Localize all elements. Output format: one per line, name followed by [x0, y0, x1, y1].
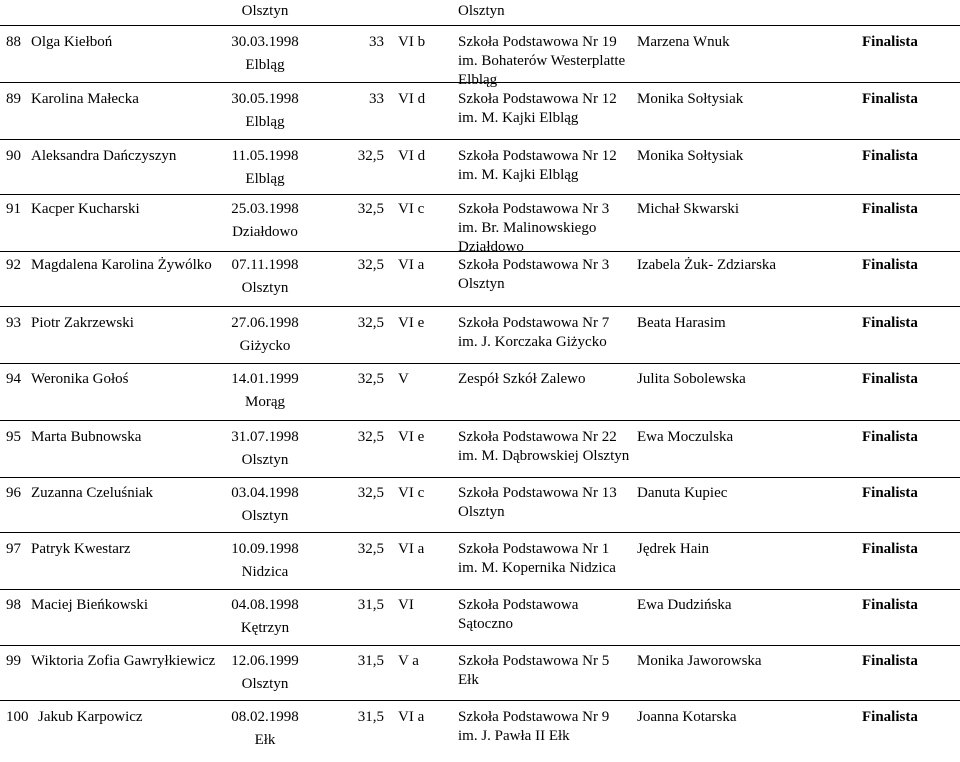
school: Szkoła Podstawowa Nr 9 im. J. Pawła II Ełk — [458, 709, 610, 744]
school: Zespół Szkół Zalewo — [458, 371, 586, 387]
birth-date-cell — [224, 147, 306, 189]
birth-date-cell — [224, 90, 306, 132]
birth-place: Kętrzyn — [240, 620, 290, 636]
result-badge: Finalista — [862, 597, 918, 613]
points: 31,5 — [357, 597, 384, 613]
row-divider — [0, 589, 960, 590]
birth-date-cell — [224, 314, 306, 356]
birth-place: Elbląg — [245, 171, 285, 187]
row-divider — [0, 700, 960, 701]
points: 32,5 — [357, 201, 384, 217]
points: 32,5 — [357, 485, 384, 501]
school: Szkoła Podstawowa Nr 13 Olsztyn — [458, 485, 617, 520]
birth-date: 30.05.1998 — [231, 91, 299, 107]
row-number: 100 — [6, 709, 29, 725]
row-divider — [0, 420, 960, 421]
class: VI e — [398, 315, 425, 331]
points: 32,5 — [357, 315, 384, 331]
birth-place: Elbląg — [245, 114, 285, 130]
points: 32,5 — [357, 541, 384, 557]
school: Szkoła Podstawowa Nr 7 im. J. Korczaka Giżycko — [458, 315, 610, 350]
birth-date: 10.09.1998 — [231, 541, 299, 557]
birth-date: 30.03.1998 — [231, 34, 299, 50]
participant-name: Wiktoria Zofia Gawryłkiewicz — [31, 653, 216, 669]
row-number: 88 — [6, 34, 21, 50]
class: VI d — [398, 148, 426, 164]
participant-name: Maciej Bieńkowski — [31, 597, 149, 613]
class: VI a — [398, 541, 425, 557]
result-badge: Finalista — [862, 91, 918, 107]
teacher: Joanna Kotarska — [637, 709, 737, 725]
class: VI b — [398, 34, 426, 50]
participant-name: Patryk Kwestarz — [31, 541, 131, 557]
birth-date-cell — [224, 708, 306, 750]
class: V — [398, 371, 409, 387]
result-badge: Finalista — [862, 541, 918, 557]
row-number: 93 — [6, 315, 21, 331]
participant-name: Aleksandra Dańczyszyn — [31, 148, 177, 164]
result-badge: Finalista — [862, 429, 918, 445]
birth-date-cell — [224, 370, 306, 412]
row-divider — [0, 645, 960, 646]
class: VI — [398, 597, 414, 613]
result-badge: Finalista — [862, 257, 918, 273]
header-place: Olsztyn — [241, 3, 289, 19]
birth-place: Morąg — [245, 394, 285, 410]
participant-name: Kacper Kucharski — [31, 201, 140, 217]
participant-name: Piotr Zakrzewski — [31, 315, 134, 331]
birth-place: Olsztyn — [241, 280, 289, 296]
points: 33 — [369, 34, 384, 50]
teacher: Jędrek Hain — [637, 541, 710, 557]
teacher: Julita Sobolewska — [637, 371, 746, 387]
class: VI d — [398, 91, 426, 107]
teacher: Monika Jaworowska — [637, 653, 762, 669]
birth-date-cell — [224, 596, 306, 638]
birth-date: 11.05.1998 — [231, 148, 299, 164]
row-divider — [0, 532, 960, 533]
birth-date: 07.11.1998 — [231, 257, 299, 273]
points: 31,5 — [357, 653, 384, 669]
points: 32,5 — [357, 429, 384, 445]
divider — [0, 25, 960, 26]
birth-place: Olsztyn — [241, 508, 289, 524]
birth-place: Olsztyn — [241, 676, 289, 692]
birth-date-cell — [224, 33, 306, 75]
teacher: Monika Sołtysiak — [637, 148, 744, 164]
birth-date: 31.07.1998 — [231, 429, 299, 445]
birth-place: Działdowo — [232, 224, 298, 240]
class: VI c — [398, 201, 425, 217]
class: VI e — [398, 429, 425, 445]
birth-date-cell — [224, 200, 306, 242]
participant-name: Zuzanna Czeluśniak — [31, 485, 154, 501]
row-divider — [0, 139, 960, 140]
school: Szkoła Podstawowa Nr 22 im. M. Dąbrowskiej Olsztyn — [458, 429, 630, 464]
class: VI a — [398, 257, 425, 273]
result-badge: Finalista — [862, 34, 918, 50]
result-badge: Finalista — [862, 148, 918, 164]
birth-place: Olsztyn — [241, 452, 289, 468]
birth-date-cell — [224, 256, 306, 298]
points: 33 — [369, 91, 384, 107]
school: Szkoła Podstawowa Nr 3 im. Br. Malinowskiego Działdowo — [458, 201, 610, 255]
teacher: Ewa Moczulska — [637, 429, 734, 445]
birth-place: Nidzica — [241, 564, 289, 580]
class: VI c — [398, 485, 425, 501]
birth-date-cell — [224, 652, 306, 694]
birth-date: 03.04.1998 — [231, 485, 299, 501]
result-badge: Finalista — [862, 709, 918, 725]
birth-date: 04.08.1998 — [231, 597, 299, 613]
school: Szkoła Podstawowa Nr 1 im. M. Kopernika Nidzica — [458, 541, 616, 576]
row-number: 96 — [6, 485, 21, 501]
row-divider — [0, 306, 960, 307]
birth-date: 27.06.1998 — [231, 315, 299, 331]
birth-date: 25.03.1998 — [231, 201, 299, 217]
birth-date: 08.02.1998 — [231, 709, 299, 725]
row-divider — [0, 363, 960, 364]
result-badge: Finalista — [862, 653, 918, 669]
row-number: 97 — [6, 541, 21, 557]
birth-date-cell — [224, 484, 306, 526]
row-divider — [0, 477, 960, 478]
row-number: 89 — [6, 91, 21, 107]
row-number: 90 — [6, 148, 21, 164]
teacher: Beata Harasim — [637, 315, 726, 331]
birth-date: 14.01.1999 — [231, 371, 299, 387]
teacher: Danuta Kupiec — [637, 485, 728, 501]
school: Szkoła Podstawowa Nr 12 im. M. Kajki Elbląg — [458, 148, 617, 183]
participant-name: Weronika Gołoś — [31, 371, 129, 387]
row-number: 94 — [6, 371, 21, 387]
participant-name: Magdalena Karolina Żywólko — [31, 257, 212, 273]
teacher: Ewa Dudzińska — [637, 597, 732, 613]
school: Szkoła Podstawowa Nr 3 Olsztyn — [458, 257, 610, 292]
teacher: Michał Skwarski — [637, 201, 740, 217]
teacher: Marzena Wnuk — [637, 34, 730, 50]
school: Szkoła Podstawowa Nr 5 Ełk — [458, 653, 610, 688]
points: 32,5 — [357, 257, 384, 273]
birth-date-cell — [224, 428, 306, 470]
birth-place: Elbląg — [245, 57, 285, 73]
result-badge: Finalista — [862, 201, 918, 217]
school: Szkoła Podstawowa Sątoczno — [458, 597, 579, 632]
class: V a — [398, 653, 419, 669]
participant-name: Marta Bubnowska — [31, 429, 142, 445]
header-school-city: Olsztyn — [458, 3, 505, 19]
result-badge: Finalista — [862, 485, 918, 501]
row-number: 99 — [6, 653, 21, 669]
points: 32,5 — [357, 371, 384, 387]
row-divider — [0, 194, 960, 195]
class: VI a — [398, 709, 425, 725]
result-badge: Finalista — [862, 315, 918, 331]
participant-name: Jakub Karpowicz — [38, 709, 143, 725]
result-badge: Finalista — [862, 371, 918, 387]
birth-date: 12.06.1999 — [231, 653, 299, 669]
school: Szkoła Podstawowa Nr 12 im. M. Kajki Elbląg — [458, 91, 617, 126]
row-number: 95 — [6, 429, 21, 445]
row-number: 92 — [6, 257, 21, 273]
row-number: 91 — [6, 201, 21, 217]
row-number: 98 — [6, 597, 21, 613]
birth-place: Giżycko — [239, 338, 291, 354]
teacher: Monika Sołtysiak — [637, 91, 744, 107]
teacher: Izabela Żuk- Zdziarska — [637, 257, 777, 273]
points: 32,5 — [357, 148, 384, 164]
school: Szkoła Podstawowa Nr 19 im. Bohaterów Westerplatte Elbląg — [458, 34, 626, 88]
participant-name: Karolina Małecka — [31, 91, 139, 107]
participant-name: Olga Kiełboń — [31, 34, 113, 50]
birth-date-cell — [224, 540, 306, 582]
points: 31,5 — [357, 709, 384, 725]
birth-place: Ełk — [254, 732, 276, 748]
